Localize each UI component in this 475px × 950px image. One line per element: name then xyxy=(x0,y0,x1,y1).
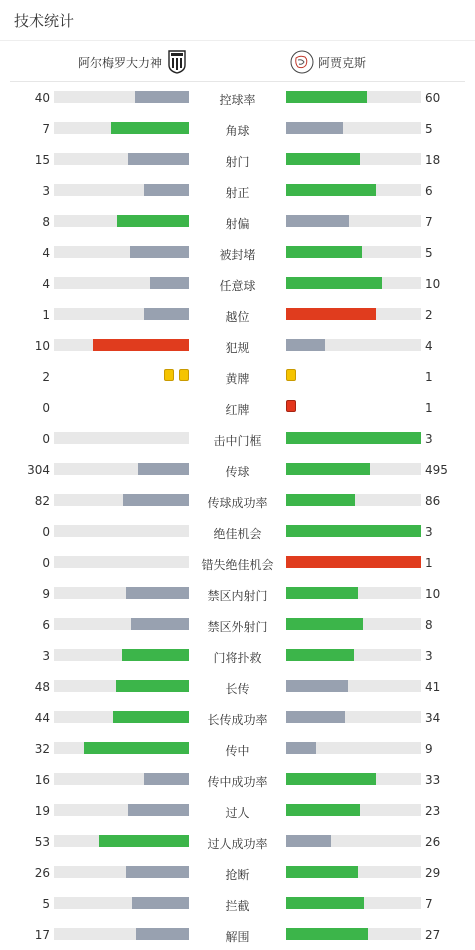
stat-row xyxy=(0,423,475,454)
stat-row xyxy=(0,702,475,733)
home-bar-track xyxy=(54,618,189,630)
away-bar xyxy=(286,680,348,692)
away-value: 5 xyxy=(425,122,433,136)
away-bar xyxy=(286,804,360,816)
away-bar xyxy=(286,308,376,320)
away-bar-track xyxy=(286,525,421,537)
stat-label: 门将扑救 xyxy=(213,651,262,665)
away-bar xyxy=(286,494,355,506)
away-bar xyxy=(286,897,364,909)
home-bar xyxy=(123,494,189,506)
stat-row xyxy=(0,361,475,392)
stat-label: 射偏 xyxy=(225,217,250,231)
stat-row xyxy=(0,113,475,144)
stat-label: 击中门框 xyxy=(213,434,262,448)
stat-row xyxy=(0,485,475,516)
home-bar xyxy=(138,463,189,475)
home-bar xyxy=(126,866,189,878)
away-bar-track xyxy=(286,432,421,444)
stat-row xyxy=(0,299,475,330)
away-bar xyxy=(286,91,367,103)
home-bar-track xyxy=(54,246,189,258)
home-bar xyxy=(131,618,189,630)
away-bar xyxy=(286,277,382,289)
away-bar-track xyxy=(286,277,421,289)
away-red-card-icon xyxy=(286,400,296,412)
away-value: 33 xyxy=(425,773,441,787)
home-bar xyxy=(130,246,189,258)
away-bar xyxy=(286,618,363,630)
home-bar-track xyxy=(54,91,189,103)
home-team-logo-icon xyxy=(168,50,186,74)
away-value: 4 xyxy=(425,339,433,353)
away-value: 3 xyxy=(425,432,433,446)
stat-label: 过人 xyxy=(225,806,250,820)
away-value: 8 xyxy=(425,618,433,632)
stat-row xyxy=(0,206,475,237)
home-value: 0 xyxy=(42,525,50,539)
stat-label: 解围 xyxy=(225,930,250,944)
away-value: 10 xyxy=(425,277,441,291)
home-value: 3 xyxy=(42,649,50,663)
stat-label: 长传成功率 xyxy=(207,713,268,727)
away-bar-track xyxy=(286,246,421,258)
home-bar-track xyxy=(54,277,189,289)
away-value: 60 xyxy=(425,91,441,105)
home-bar-track xyxy=(54,680,189,692)
stat-label: 控球率 xyxy=(219,93,256,107)
stat-row xyxy=(0,330,475,361)
home-value: 26 xyxy=(34,866,50,880)
stat-label: 绝佳机会 xyxy=(213,527,262,541)
home-value: 53 xyxy=(34,835,50,849)
home-bar-track xyxy=(54,463,189,475)
home-value: 82 xyxy=(34,494,50,508)
away-value: 5 xyxy=(425,246,433,260)
home-value: 15 xyxy=(34,153,50,167)
home-value: 9 xyxy=(42,587,50,601)
away-bar xyxy=(286,587,358,599)
home-value: 16 xyxy=(34,773,50,787)
away-bar xyxy=(286,215,349,227)
stat-row xyxy=(0,578,475,609)
home-bar xyxy=(122,649,190,661)
away-bar-track xyxy=(286,649,421,661)
home-yellow-card-icon xyxy=(164,369,174,381)
away-bar xyxy=(286,184,376,196)
home-bar xyxy=(135,91,189,103)
home-value: 1 xyxy=(42,308,50,322)
away-value: 9 xyxy=(425,742,433,756)
home-bar xyxy=(99,835,189,847)
stat-label: 射门 xyxy=(225,155,250,169)
away-value: 1 xyxy=(425,370,433,384)
home-value: 4 xyxy=(42,277,50,291)
away-bar xyxy=(286,432,421,444)
away-bar xyxy=(286,928,368,940)
home-bar xyxy=(150,277,189,289)
stat-row xyxy=(0,764,475,795)
home-bar-track xyxy=(54,742,189,754)
away-bar xyxy=(286,866,358,878)
stat-row xyxy=(0,640,475,671)
home-value: 3 xyxy=(42,184,50,198)
home-bar xyxy=(144,308,189,320)
home-value: 6 xyxy=(42,618,50,632)
away-bar-track xyxy=(286,587,421,599)
stat-label: 黄牌 xyxy=(225,372,250,386)
away-bar xyxy=(286,463,370,475)
stat-row xyxy=(0,795,475,826)
stat-row xyxy=(0,826,475,857)
home-bar-track xyxy=(54,897,189,909)
away-team-name: 阿贾克斯 xyxy=(318,55,367,70)
away-bar xyxy=(286,773,376,785)
away-value: 34 xyxy=(425,711,441,725)
home-value: 4 xyxy=(42,246,50,260)
home-bar xyxy=(132,897,189,909)
home-bar-track xyxy=(54,587,189,599)
away-bar xyxy=(286,649,354,661)
home-value: 8 xyxy=(42,215,50,229)
home-team-name: 阿尔梅罗大力神 xyxy=(78,55,163,70)
away-value: 6 xyxy=(425,184,433,198)
away-bar-track xyxy=(286,773,421,785)
home-bar-track xyxy=(54,494,189,506)
stat-row xyxy=(0,547,475,578)
home-bar xyxy=(144,184,189,196)
away-value: 27 xyxy=(425,928,441,942)
away-bar xyxy=(286,339,325,351)
away-value: 2 xyxy=(425,308,433,322)
stat-row xyxy=(0,82,475,113)
home-value: 32 xyxy=(34,742,50,756)
away-bar-track xyxy=(286,556,421,568)
stat-row xyxy=(0,175,475,206)
away-value: 86 xyxy=(425,494,441,508)
stat-row xyxy=(0,144,475,175)
home-bar xyxy=(93,339,189,351)
home-value: 2 xyxy=(42,370,50,384)
away-bar-track xyxy=(286,339,421,351)
home-bar-track xyxy=(54,928,189,940)
home-value: 10 xyxy=(34,339,50,353)
away-bar xyxy=(286,556,421,568)
stat-label: 传中 xyxy=(225,744,250,758)
stat-label: 长传 xyxy=(225,682,250,696)
home-value: 48 xyxy=(34,680,50,694)
home-bar-track xyxy=(54,122,189,134)
away-bar xyxy=(286,711,345,723)
stat-label: 传球 xyxy=(225,465,250,479)
away-value: 18 xyxy=(425,153,441,167)
away-bar-track xyxy=(286,122,421,134)
away-bar-track xyxy=(286,835,421,847)
home-value: 40 xyxy=(34,91,50,105)
home-bar-track xyxy=(54,649,189,661)
away-bar-track xyxy=(286,308,421,320)
away-value: 10 xyxy=(425,587,441,601)
home-bar-track xyxy=(54,339,189,351)
stat-label: 拦截 xyxy=(225,899,250,913)
away-bar-track xyxy=(286,618,421,630)
stat-row xyxy=(0,392,475,423)
away-bar xyxy=(286,122,343,134)
home-team[interactable] xyxy=(78,50,186,74)
home-value: 5 xyxy=(42,897,50,911)
home-bar-track xyxy=(54,866,189,878)
stat-label: 抢断 xyxy=(225,868,250,882)
stat-label: 禁区内射门 xyxy=(207,589,268,603)
page-title: 技术统计 xyxy=(14,12,75,30)
home-bar-track xyxy=(54,556,189,568)
away-bar xyxy=(286,742,316,754)
away-value: 7 xyxy=(425,897,433,911)
away-bar-track xyxy=(286,866,421,878)
away-team-logo-icon xyxy=(290,50,314,74)
stat-label: 任意球 xyxy=(219,279,256,293)
home-value: 19 xyxy=(34,804,50,818)
stat-row xyxy=(0,888,475,919)
away-bar-track xyxy=(286,153,421,165)
home-bar xyxy=(128,804,189,816)
away-bar-track xyxy=(286,804,421,816)
away-yellow-card-icon xyxy=(286,369,296,381)
stat-row xyxy=(0,919,475,950)
away-bar xyxy=(286,153,360,165)
away-bar-track xyxy=(286,742,421,754)
away-bar xyxy=(286,246,362,258)
away-bar-track xyxy=(286,91,421,103)
home-bar xyxy=(84,742,189,754)
stat-label: 红牌 xyxy=(225,403,250,417)
away-value: 1 xyxy=(425,401,433,415)
away-value: 26 xyxy=(425,835,441,849)
away-team[interactable] xyxy=(290,50,366,74)
home-value: 17 xyxy=(34,928,50,942)
stat-label: 传球成功率 xyxy=(207,496,268,510)
home-bar xyxy=(111,122,189,134)
away-value: 495 xyxy=(425,463,448,477)
home-bar xyxy=(117,215,189,227)
home-bar xyxy=(126,587,189,599)
stat-row xyxy=(0,857,475,888)
stat-row xyxy=(0,671,475,702)
home-bar xyxy=(116,680,189,692)
away-bar-track xyxy=(286,897,421,909)
home-yellow-card-icon xyxy=(179,369,189,381)
home-bar-track xyxy=(54,773,189,785)
home-bar-track xyxy=(54,835,189,847)
home-bar-track xyxy=(54,153,189,165)
home-value: 0 xyxy=(42,432,50,446)
stat-row xyxy=(0,733,475,764)
away-bar-track xyxy=(286,463,421,475)
stat-label: 被封堵 xyxy=(219,248,256,262)
stat-label: 越位 xyxy=(225,310,250,324)
stat-label: 犯规 xyxy=(225,341,250,355)
away-bar-track xyxy=(286,215,421,227)
stats-list xyxy=(0,82,475,950)
home-value: 7 xyxy=(42,122,50,136)
away-bar-track xyxy=(286,494,421,506)
away-value: 1 xyxy=(425,556,433,570)
away-value: 23 xyxy=(425,804,441,818)
stat-label: 禁区外射门 xyxy=(207,620,268,634)
away-value: 3 xyxy=(425,649,433,663)
home-value: 304 xyxy=(27,463,50,477)
home-bar-track xyxy=(54,711,189,723)
home-bar-track xyxy=(54,308,189,320)
away-bar-track xyxy=(286,711,421,723)
home-bar xyxy=(128,153,189,165)
stat-row xyxy=(0,454,475,485)
stat-row xyxy=(0,609,475,640)
home-bar xyxy=(136,928,189,940)
home-bar-track xyxy=(54,215,189,227)
away-value: 3 xyxy=(425,525,433,539)
home-value: 0 xyxy=(42,556,50,570)
away-bar xyxy=(286,835,331,847)
stats-header xyxy=(0,0,475,41)
home-bar xyxy=(144,773,189,785)
away-bar-track xyxy=(286,184,421,196)
home-bar xyxy=(113,711,189,723)
stat-label: 过人成功率 xyxy=(207,837,268,851)
away-value: 41 xyxy=(425,680,441,694)
teams-row xyxy=(10,41,465,82)
away-value: 7 xyxy=(425,215,433,229)
home-bar-track xyxy=(54,525,189,537)
stat-row xyxy=(0,237,475,268)
away-bar-track xyxy=(286,928,421,940)
away-value: 29 xyxy=(425,866,441,880)
stat-label: 角球 xyxy=(225,124,250,138)
home-bar-track xyxy=(54,432,189,444)
away-bar xyxy=(286,525,421,537)
home-value: 44 xyxy=(34,711,50,725)
home-bar-track xyxy=(54,804,189,816)
stat-label: 射正 xyxy=(225,186,250,200)
home-bar-track xyxy=(54,184,189,196)
stat-label: 传中成功率 xyxy=(207,775,268,789)
away-bar-track xyxy=(286,680,421,692)
home-value: 0 xyxy=(42,401,50,415)
stat-row xyxy=(0,516,475,547)
stat-label: 错失绝佳机会 xyxy=(201,558,274,572)
stat-row xyxy=(0,268,475,299)
